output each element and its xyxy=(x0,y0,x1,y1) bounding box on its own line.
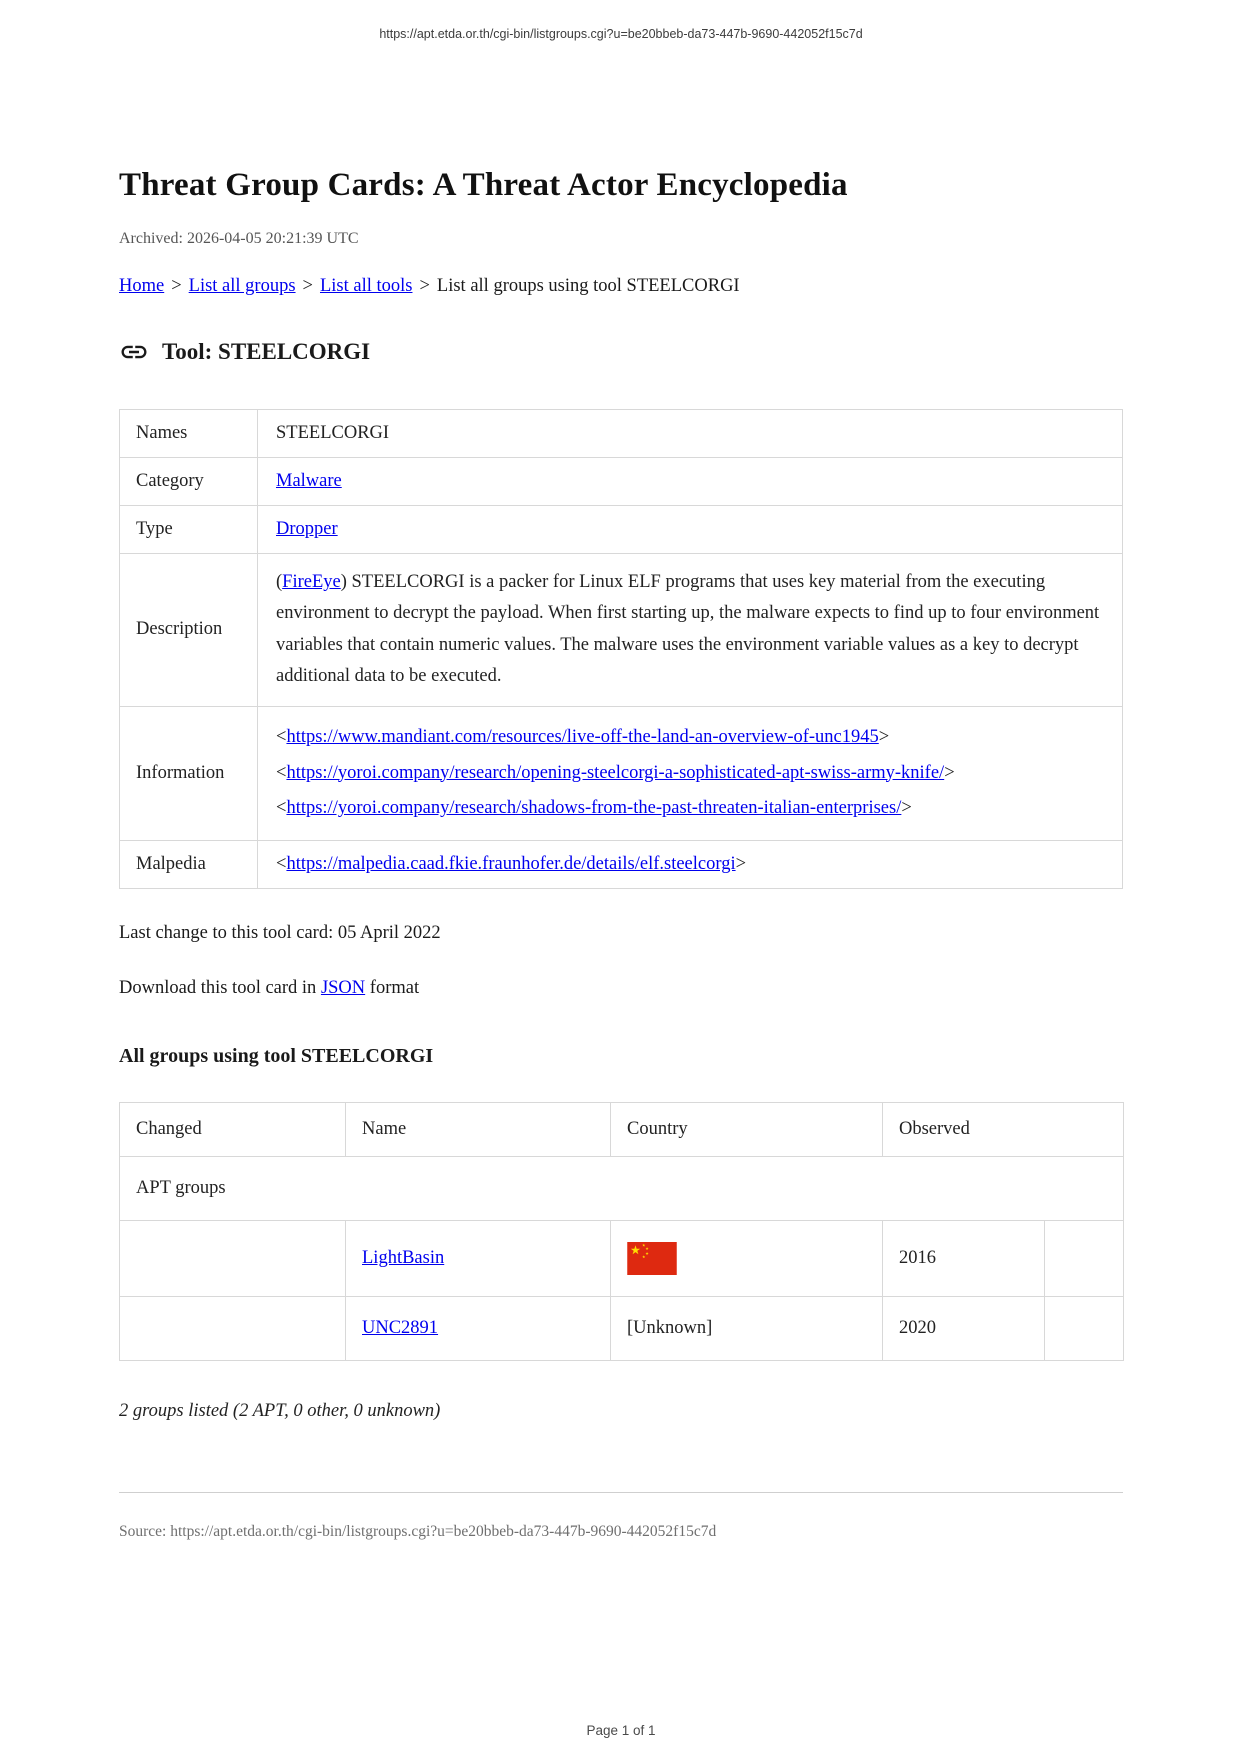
cell-name xyxy=(346,1297,611,1361)
angle-close: > xyxy=(735,854,747,874)
description-value xyxy=(258,554,1123,707)
breadcrumb-separator: > xyxy=(171,276,182,296)
tool-title: Tool: STEELCORGI xyxy=(162,339,371,364)
type-value xyxy=(258,506,1123,554)
download-prefix: Download this tool card in xyxy=(119,978,321,998)
apt-groups-section-label: APT groups xyxy=(120,1157,1124,1221)
cell-observed: 2016 xyxy=(883,1221,1045,1297)
lightbasin-link[interactable]: LightBasin xyxy=(362,1248,445,1268)
download-json-link[interactable]: JSON xyxy=(320,978,366,998)
malpedia-link[interactable]: https://malpedia.caad.fkie.fraunhofer.de/details/elf.steelcorgi xyxy=(286,854,736,874)
information-link-yoroi-1[interactable]: https://yoroi.company/research/opening-steelcorgi-a-sophisticated-apt-swiss-army-knife/ xyxy=(286,762,945,783)
information-line xyxy=(276,756,1104,792)
download-line xyxy=(119,978,1123,999)
information-line xyxy=(276,791,1104,827)
table-row xyxy=(120,506,1123,554)
angle-open: < xyxy=(276,762,287,783)
breadcrumb-list-all-groups-link[interactable]: List all groups xyxy=(188,276,296,296)
type-dropper-link[interactable]: Dropper xyxy=(276,519,338,539)
angle-close: > xyxy=(944,762,955,783)
description-label: Description xyxy=(120,554,258,707)
cell-country: [Unknown] xyxy=(611,1297,883,1361)
information-link-mandiant[interactable]: https://www.mandiant.com/resources/live-off-the-land-an-overview-of-unc1945 xyxy=(286,726,879,747)
information-line xyxy=(276,720,1104,756)
cell-extra xyxy=(1045,1297,1124,1361)
category-value xyxy=(258,458,1123,506)
angle-close: > xyxy=(901,798,912,819)
page-title: Threat Group Cards: A Threat Actor Encyclopedia xyxy=(119,167,848,203)
type-label: Type xyxy=(120,506,258,554)
table-row xyxy=(120,706,1123,840)
breadcrumb-home-link[interactable]: Home xyxy=(119,276,165,296)
malpedia-value xyxy=(258,841,1123,889)
column-header-country: Country xyxy=(611,1103,883,1157)
download-suffix: format xyxy=(365,978,420,998)
column-header-changed: Changed xyxy=(120,1103,346,1157)
source-line: Source: https://apt.etda.or.th/cgi-bin/listgroups.cgi?u=be20bbeb-da73-447b-9690-442052f15c7d xyxy=(119,1523,717,1540)
breadcrumb-current: List all groups using tool STEELCORGI xyxy=(436,276,740,296)
angle-open: < xyxy=(276,726,287,747)
table-row xyxy=(120,458,1123,506)
groups-table xyxy=(119,1102,1124,1361)
table-row xyxy=(120,841,1123,889)
page-number: Page 1 of 1 xyxy=(586,1723,656,1738)
category-malware-link[interactable]: Malware xyxy=(276,471,342,491)
cell-changed xyxy=(120,1221,346,1297)
section-row xyxy=(120,1157,1124,1221)
groups-summary: 2 groups listed (2 APT, 0 other, 0 unknown) xyxy=(119,1401,441,1421)
breadcrumb-list-all-tools-link[interactable]: List all tools xyxy=(319,276,413,296)
information-value xyxy=(258,706,1123,840)
table-row xyxy=(120,1297,1124,1361)
names-label: Names xyxy=(120,410,258,458)
tool-heading xyxy=(119,337,1123,367)
china-flag-icon xyxy=(627,1242,866,1275)
breadcrumb-separator: > xyxy=(302,276,313,296)
breadcrumb-separator: > xyxy=(419,276,430,296)
description-text: ) STEELCORGI is a packer for Linux ELF programs that uses key material from the executing environment to decrypt the payload. When first starting up, the malware expects to find up to four environment variables that contain numeric values. The malware uses the environment variable values as a key to decrypt additional data to be executed. xyxy=(276,572,1100,687)
malpedia-label: Malpedia xyxy=(120,841,258,889)
print-header-url: https://apt.etda.or.th/cgi-bin/listgroups.cgi?u=be20bbeb-da73-447b-9690-442052f15c7d xyxy=(379,27,863,41)
column-header-name: Name xyxy=(346,1103,611,1157)
cell-observed: 2020 xyxy=(883,1297,1045,1361)
table-row xyxy=(120,1221,1124,1297)
page-content xyxy=(119,167,1123,1541)
breadcrumb xyxy=(119,276,1123,297)
last-change-text: Last change to this tool card: 05 April 2022 xyxy=(119,923,441,943)
category-label: Category xyxy=(120,458,258,506)
footer-divider xyxy=(119,1492,1123,1493)
link-icon xyxy=(119,337,149,367)
names-value: STEELCORGI xyxy=(258,410,1123,458)
archived-timestamp: Archived: 2026-04-05 20:21:39 UTC xyxy=(119,230,359,247)
cell-changed xyxy=(120,1297,346,1361)
fireeye-link[interactable]: FireEye xyxy=(282,572,341,592)
information-label: Information xyxy=(120,706,258,840)
angle-close: > xyxy=(878,726,890,747)
cell-extra xyxy=(1045,1221,1124,1297)
groups-header-row xyxy=(120,1103,1124,1157)
unc2891-link[interactable]: UNC2891 xyxy=(362,1318,439,1338)
table-row xyxy=(120,554,1123,707)
information-link-yoroi-2[interactable]: https://yoroi.company/research/shadows-from-the-past-threaten-italian-enterprises/ xyxy=(286,798,902,819)
angle-open: < xyxy=(276,854,287,874)
cell-country xyxy=(611,1221,883,1297)
groups-section-heading: All groups using tool STEELCORGI xyxy=(119,1045,434,1067)
tool-card-table xyxy=(119,409,1123,889)
column-header-observed: Observed xyxy=(883,1103,1124,1157)
angle-open: < xyxy=(276,798,287,819)
table-row xyxy=(120,410,1123,458)
cell-name xyxy=(346,1221,611,1297)
description-open-paren: ( xyxy=(276,572,283,592)
